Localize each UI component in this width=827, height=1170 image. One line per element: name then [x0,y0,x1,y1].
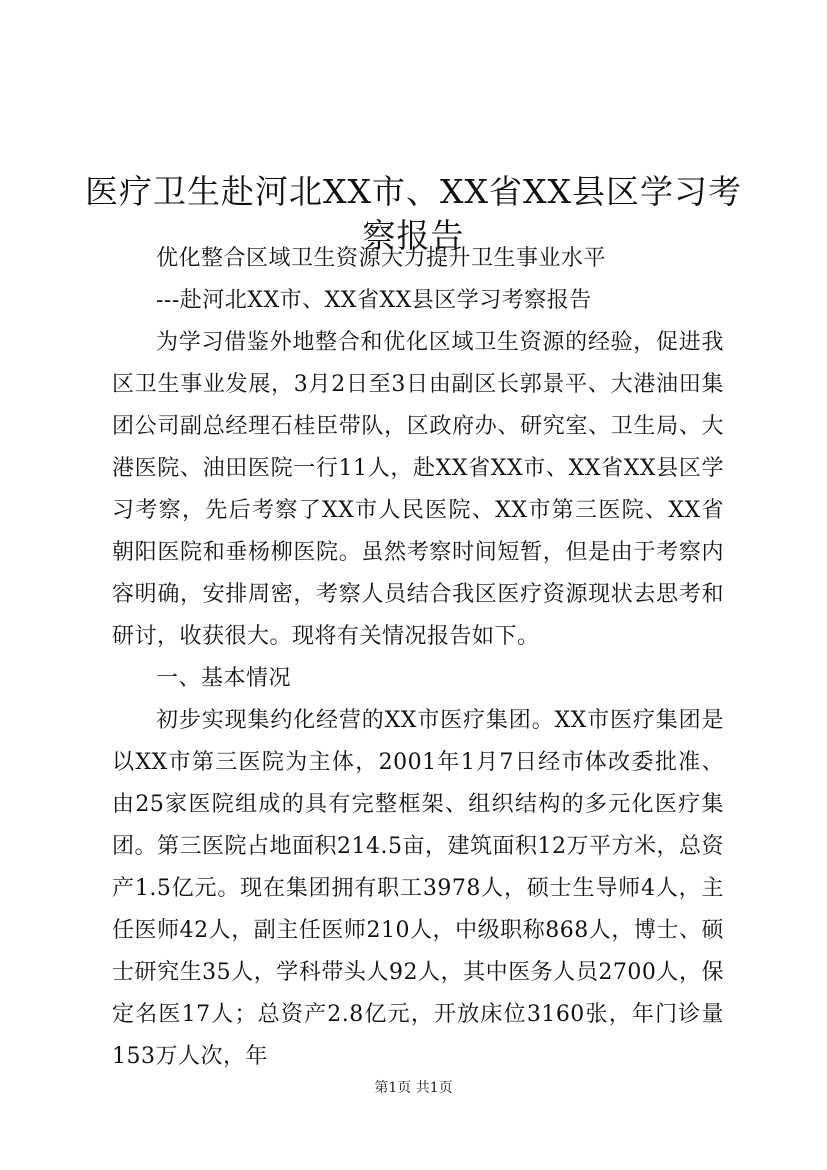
body-paragraph: 初步实现集约化经营的XX市医疗集团。XX市医疗集团是以XX市第三医院为主体，2001年1月7日经市体改委批准、由25家医院组成的具有完整框架、组织结构的多元化医疗集团。第三医院占地面积214.5亩，建筑面积12万平方米，总资产1.5亿元。现在集团拥有职工3978人，硕士生导师4人，主任医师42人，副主任医师210人，中级职称868人，博士、硕士研究生35人，学科带头人92人，其中医务人员2700人，保定名医17人；总资产2.8亿元，开放床位3160张，年门诊量153万人次，年 [112,708,724,1069]
page-footer: 第1页 共1页 [374,1080,453,1096]
intro-paragraph: 为学习借鉴外地整合和优化区域卫生资源的经验，促进我区卫生事业发展，3月2日至3日由副区长郭景平、大港油田集团公司副总经理石桂臣带队，区政府办、研究室、卫生局、大港医院、油田医院一行11人，赴XX省XX市、XX省XX县区学习考察，先后考察了XX市人民医院、XX市第三医院、XX省朝阳医院和垂杨柳医院。虽然考察时间短暂，但是由于考察内容明确，安排周密，考察人员结合我区医疗资源现状去思考和研讨，收获很大。现将有关情况报告如下。 [112,330,724,649]
subtitle-source-paragraph: ---赴河北XX市、XX省XX县区学习考察报告 [156,288,592,313]
document-title: 医疗卫生赴河北XX市、XX省XX县区学习考察报告 [85,172,742,256]
document-body [112,238,724,1078]
subtitle-paragraph: 优化整合区域卫生资源大力提升卫生事业水平 [156,246,607,271]
section-heading: 一、基本情况 [156,666,292,691]
